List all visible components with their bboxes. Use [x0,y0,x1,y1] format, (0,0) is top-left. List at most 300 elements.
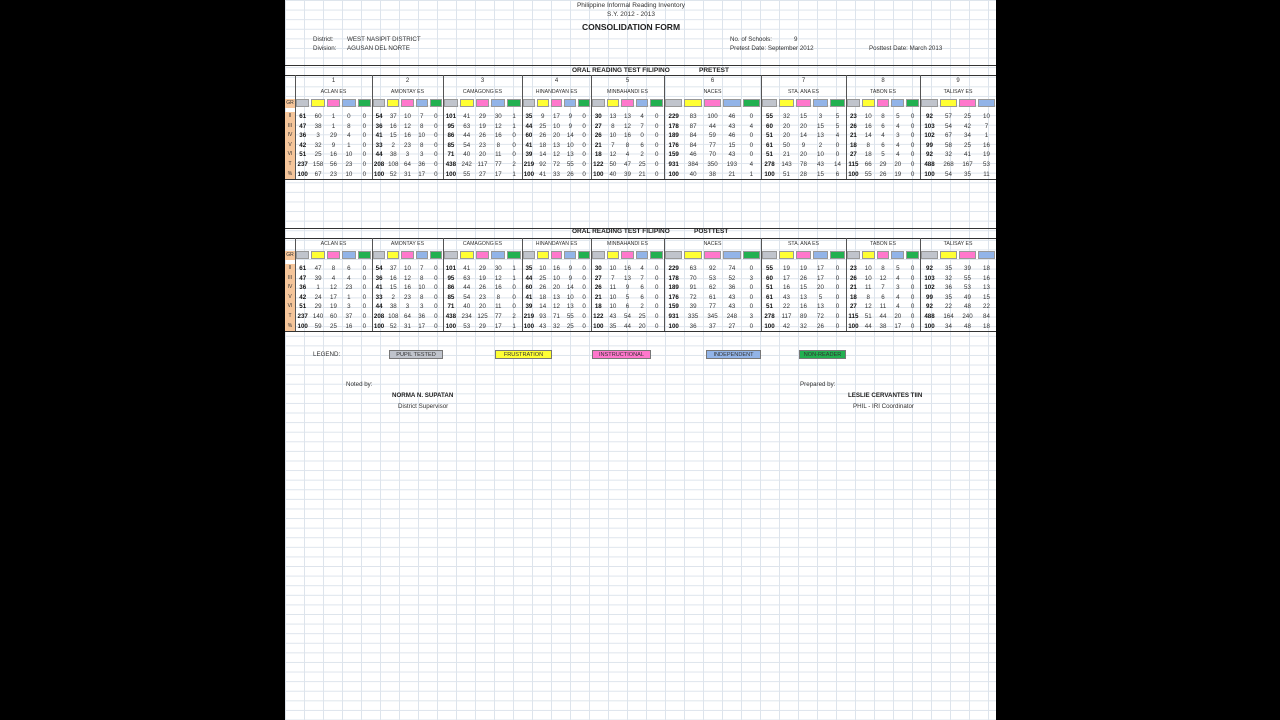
pretest-independent-swatch [813,99,828,107]
posttest-cell: 61 [709,293,716,301]
pretest-cell: 0 [362,122,367,130]
pretest-cell: 12 [404,122,411,130]
pretest-cell: 12 [609,151,617,159]
pretest-cell: 33 [375,141,383,149]
posttest-frustration-swatch [460,251,474,259]
pretest-cell: 4 [896,122,900,130]
pretest-cell: 0 [835,151,840,159]
pretest-cell: 12 [494,122,502,130]
pretest-cell: 83 [689,113,697,120]
division-value: AGUSAN DEL NORTE [347,45,410,52]
posttest-frustration-swatch [940,251,957,259]
pretest-cell: 0 [512,141,516,149]
pretest-cell: 0 [654,170,659,178]
posttest-cell: 248 [726,313,738,320]
pretest-cell: 18 [539,141,547,149]
posttest-cell: 0 [434,313,438,320]
posttest-cell: 14 [539,303,547,311]
pretest-cell: 55 [463,170,471,178]
posttest-cell: 18 [539,293,547,301]
pretest-frustration-swatch [607,99,620,107]
pretest-cell: 6 [640,141,644,149]
pretest-cell: 115 [848,161,859,168]
posttest-cell: 0 [362,284,367,292]
posttest-cell: 11 [879,303,887,311]
pretest-gr-header: GR [286,100,294,106]
posttest-cell: 61 [299,265,307,272]
posttest-grade-label: V [285,293,295,303]
pretest-cell: 70 [709,151,716,159]
posttest-cell: 44 [624,322,631,330]
posttest-cell: 0 [582,274,586,282]
pretest-cell: 43 [728,122,736,130]
pretest-cell: 35 [525,113,533,120]
pretest-cell: 25 [964,113,971,120]
posttest-cell: 35 [945,265,952,272]
posttest-cell: 23 [345,284,353,292]
posttest-school-name: AMONTAY ES [390,241,425,247]
posttest-instructional-swatch [704,251,721,259]
posttest-cell: 237 [297,313,308,320]
pretest-cell: 102 [924,132,935,140]
pretest-cell: 47 [299,122,307,130]
posttest-cell: 26 [817,322,824,330]
posttest-cell: 26 [594,284,602,292]
posttest-cell: 23 [849,265,857,272]
posttest-cell: 44 [879,313,887,320]
prepared-by-title: PHIL - IRI Coordinator [853,403,914,410]
pretest-cell: 60 [314,113,322,120]
posttest-cell: 19 [479,274,486,282]
pretest-cell: 0 [362,161,367,168]
posttest-cell: 47 [314,265,322,272]
posttest-grade-label: VI [285,302,295,312]
pretest-cell: 32 [314,141,322,149]
posttest-cell: 44 [525,274,533,282]
legend-independent: INDEPENDENT [706,350,761,359]
legend-instructional: INSTRUCTIONAL [592,350,651,359]
posttest-cell: 92 [926,265,933,272]
posttest-frustration-swatch [607,251,620,259]
pretest-cell: 51 [766,132,773,140]
pretest-cell: 25 [964,141,971,149]
pretest-grade-label: IV [285,131,295,141]
pretest-pupil-tested-swatch [665,99,682,107]
posttest-cell: 234 [461,313,472,320]
pretest-cell: 10 [864,113,872,120]
posttest-school-name: ACLAN ES [320,241,347,247]
division-label: Division: [313,45,337,52]
posttest-cell: 10 [553,274,560,282]
posttest-cell: 12 [879,274,887,282]
posttest-cell: 37 [709,322,716,330]
pretest-cell: 60 [525,132,533,140]
posttest-cell: 52 [728,274,736,282]
pretest-cell: 0 [910,113,915,120]
pretest-cell: 50 [609,161,617,168]
pretest-cell: 8 [881,113,885,120]
pretest-instructional-swatch [621,99,634,107]
pretest-independent-swatch [723,99,740,107]
posttest-cell: 0 [835,322,840,330]
posttest-cell: 36 [945,284,952,292]
pretest-cell: 47 [624,161,631,168]
pretest-cell: 4 [896,151,900,159]
posttest-header-rule [285,238,996,239]
pretest-cell: 17 [494,170,502,178]
posttest-cell: 6 [347,265,351,272]
pretest-cell: 0 [749,151,754,159]
pretest-cell: 0 [910,170,915,178]
posttest-cell: 92 [709,265,716,272]
posttest-cell: 0 [362,313,367,320]
posttest-cell: 7 [611,274,615,282]
posttest-cell: 0 [362,274,367,282]
pretest-cell: 0 [582,132,586,140]
posttest-cell: 53 [709,274,716,282]
pretest-cell: 0 [582,113,586,120]
posttest-cell: 8 [331,265,336,272]
posttest-independent-swatch [636,251,649,259]
posttest-cell: 125 [477,313,488,320]
pretest-grade-label: VI [285,150,295,160]
pretest-non-reader-swatch [358,99,371,107]
posttest-cell: 18 [983,265,990,272]
pretest-frustration-swatch [387,99,399,107]
pretest-cell: 25 [314,151,322,159]
pretest-cell: 9 [331,141,336,149]
posttest-school-name: MINBAHANDI ES [607,241,648,247]
pretest-cell: 0 [654,161,659,168]
noted-by-label: Noted by: [346,381,373,388]
pretest-cell: 178 [668,122,679,130]
posttest-cell: 5 [625,293,630,301]
posttest-cell: 1 [512,265,516,272]
posttest-cell: 0 [654,293,659,301]
pretest-cell: 99 [926,141,933,149]
pretest-cell: 0 [654,151,659,159]
pretest-cell: 17 [553,113,560,120]
pretest-cell: 4 [749,122,754,130]
posttest-cell: 6 [640,293,644,301]
pretest-cell: 0 [347,113,351,120]
noted-by-name: NORMA N. SUPATAN [392,392,454,399]
pretest-cell: 19 [894,170,902,178]
pretest-cell: 60 [766,122,773,130]
posttest-cell: 11 [864,284,872,292]
pretest-school-number: 4 [554,78,559,84]
posttest-cell: 0 [512,293,516,301]
posttest-instructional-swatch [476,251,490,259]
posttest-cell: 16 [345,322,353,330]
pretest-cell: 3 [405,151,410,159]
posttest-cell: 103 [924,274,935,282]
pretest-cell: 27 [849,151,857,159]
posttest-cell: 22 [783,303,790,311]
pretest-pupil-tested-swatch [373,99,385,107]
schools-count-value: 9 [794,36,798,43]
pretest-school-number: 5 [625,78,630,84]
posttest-cell: 29 [314,303,322,311]
pretest-cell: 46 [728,113,736,120]
posttest-cell: 2 [640,303,644,311]
page-title: CONSOLIDATION FORM [581,22,681,32]
posttest-cell: 14 [566,284,574,292]
pretest-cell: 23 [404,141,411,149]
pretest-bottom-rule [285,179,996,180]
pretest-cell: 92 [926,113,933,120]
posttest-cell: 53 [964,284,971,292]
posttest-cell: 71 [553,313,560,320]
posttest-cell: 10 [404,265,411,272]
pretest-cell: 100 [764,170,775,178]
pretest-cell: 44 [375,151,383,159]
posttest-cell: 0 [749,293,754,301]
posttest-cell: 43 [609,313,617,320]
pretest-school-number: 7 [801,78,806,84]
posttest-independent-swatch [891,251,904,259]
posttest-non-reader-swatch [578,251,590,259]
pretest-cell: 0 [910,132,915,140]
posttest-school-name: TALISAY ES [943,241,973,247]
posttest-cell: 164 [943,313,954,320]
pretest-cell: 40 [609,170,617,178]
posttest-cell: 52 [389,322,397,330]
posttest-cell: 0 [582,303,586,311]
pretest-pupil-tested-swatch [296,99,309,107]
pretest-independent-swatch [636,99,649,107]
pretest-cell: 87 [689,122,697,130]
posttest-cell: 10 [609,293,617,301]
pretest-school-number: 3 [480,78,485,84]
posttest-cell: 51 [864,313,872,320]
posttest-cell: 229 [668,265,679,272]
posttest-cell: 9 [625,284,630,292]
posttest-cell: 0 [582,313,586,320]
pretest-frustration-swatch [940,99,957,107]
pretest-cell: 229 [668,113,679,120]
posttest-cell: 100 [445,322,457,330]
pretest-cell: 3 [419,151,424,159]
posttest-grade-label: IV [285,283,295,293]
posttest-cell: 16 [404,284,411,292]
posttest-cell: 36 [689,322,697,330]
posttest-cell: 219 [523,313,535,320]
posttest-cell: 29 [479,322,486,330]
posttest-cell: 8 [419,274,424,282]
posttest-cell: 44 [463,284,471,292]
pretest-cell: 28 [800,170,807,178]
posttest-cell: 36 [728,284,736,292]
pretest-pupil-tested-swatch [444,99,458,107]
posttest-cell: 0 [434,303,438,311]
posttest-cell: 41 [375,284,383,292]
pretest-cell: 0 [582,151,586,159]
posttest-cell: 3 [896,284,900,292]
pretest-cell: 100 [523,170,535,178]
posttest-instructional-swatch [877,251,890,259]
posttest-cell: 20 [817,284,824,292]
posttest-cell: 93 [539,313,547,320]
posttest-cell: 12 [404,274,411,282]
posttest-cell: 0 [835,293,840,301]
school-year: S.Y. 2012 - 2013 [607,11,655,18]
posttest-cell: 18 [849,293,857,301]
posttest-cell: 17 [494,322,502,330]
posttest-cell: 25 [330,322,337,330]
pretest-independent-swatch [416,99,428,107]
pretest-cell: 84 [689,132,697,140]
posttest-cell: 31 [404,322,411,330]
posttest-cell: 4 [896,303,900,311]
posttest-cell: 4 [640,265,644,272]
posttest-cell: 5 [896,265,900,272]
posttest-subtitle: POSTTEST [694,228,729,235]
pretest-cell: 0 [434,170,438,178]
posttest-pupil-tested-swatch [523,251,535,259]
posttest-cell: 0 [749,303,754,311]
posttest-cell: 4 [896,293,900,301]
pretest-cell: 51 [766,151,773,159]
pretest-cell: 1 [331,113,336,120]
posttest-cell: 19 [800,265,807,272]
pretest-cell: 0 [434,132,438,140]
posttest-cell: 30 [494,265,502,272]
pretest-cell: 85 [447,141,455,149]
posttest-cell: 8 [866,293,870,301]
pretest-cell: 4 [881,132,885,140]
posttest-cell: 48 [964,303,971,311]
pretest-independent-swatch [978,99,995,107]
posttest-school-name: HINANDAYAN ES [535,241,578,247]
posttest-non-reader-swatch [650,251,663,259]
pretest-cell: 122 [593,161,604,168]
posttest-cell: 60 [766,274,773,282]
posttest-cell: 72 [817,313,824,320]
pretest-cell: 1 [331,122,336,130]
posttest-independent-swatch [564,251,576,259]
pretest-cell: 350 [707,161,718,168]
posttest-cell: 54 [463,293,471,301]
pretest-grade-label: III [285,122,295,132]
posttest-cell: 0 [362,303,367,311]
posttest-cell: 100 [848,322,859,330]
posttest-cell: 86 [447,284,455,292]
posttest-school-name: TABON ES [870,241,896,247]
district-label: District: [313,36,334,43]
pretest-non-reader-swatch [650,99,663,107]
posttest-cell: 13 [566,303,574,311]
pretest-cell: 143 [781,161,792,168]
pretest-cell: 19 [479,122,486,130]
pretest-instructional-swatch [476,99,490,107]
posttest-cell: 1 [347,293,351,301]
posttest-cell: 55 [766,265,773,272]
posttest-cell: 32 [800,322,807,330]
pretest-cell: 159 [668,151,679,159]
posttest-cell: 18 [983,322,990,330]
pretest-cell: 1 [512,113,516,120]
pretest-cell: 23 [849,113,857,120]
pretest-cell: 40 [463,151,471,159]
pretest-instructional-swatch [877,99,890,107]
posttest-cell: 63 [463,274,471,282]
posttest-cell: 0 [835,274,840,282]
posttest-pupil-tested-swatch [762,251,777,259]
posttest-cell: 51 [766,303,773,311]
pretest-cell: 0 [512,132,516,140]
pretest-cell: 46 [728,132,736,140]
pretest-cell: 15 [389,132,397,140]
posttest-cell: 36 [375,274,383,282]
pretest-non-reader-swatch [906,99,919,107]
pretest-cell: 4 [640,113,644,120]
pretest-title: ORAL READING TEST FILIPINO [572,67,670,74]
posttest-cell: 54 [375,265,383,272]
legend-non-reader: NON-READER [799,350,846,359]
pretest-cell: 208 [373,161,385,168]
posttest-cell: 70 [689,274,697,282]
pretest-cell: 20 [783,122,790,130]
pretest-school-name: MINBAHANDI ES [607,89,648,95]
posttest-cell: 10 [609,265,617,272]
posttest-cell: 19 [783,265,790,272]
pretest-school-name: ACLAN ES [320,89,347,95]
posttest-cell: 27 [594,274,602,282]
pretest-cell: 52 [389,170,397,178]
pretest-cell: 0 [362,151,367,159]
pretest-pupil-tested-swatch [592,99,605,107]
pretest-frustration-swatch [862,99,875,107]
posttest-cell: 63 [689,265,697,272]
pretest-cell: 55 [566,161,574,168]
pretest-cell: 931 [668,161,679,168]
pretest-non-reader-swatch [743,99,760,107]
posttest-cell: 176 [668,293,679,301]
pretest-cell: 29 [879,161,887,168]
posttest-independent-swatch [813,251,828,259]
pretest-cell: 18 [594,151,602,159]
posttest-cell: 39 [689,303,697,311]
posttest-cell: 0 [362,265,367,272]
posttest-cell: 36 [299,284,307,292]
pretest-cell: 0 [654,141,659,149]
posttest-cell: 0 [835,284,840,292]
pretest-cell: 57 [945,113,952,120]
posttest-cell: 7 [881,284,885,292]
pretest-cell: 13 [609,113,617,120]
pretest-cell: 100 [707,113,718,120]
pretest-non-reader-swatch [430,99,442,107]
pretest-cell: 16 [983,141,990,149]
posttest-cell: 20 [638,322,646,330]
posttest-cell: 39 [314,274,322,282]
posttest-grade-label: T [285,312,295,322]
pretest-cell: 92 [926,151,933,159]
pretest-cell: 0 [910,141,915,149]
posttest-cell: 13 [983,284,990,292]
pretest-cell: 14 [834,161,841,168]
posttest-cell: 44 [864,322,872,330]
posttest-cell: 19 [330,303,337,311]
pretest-cell: 6 [835,170,840,178]
pretest-cell: 29 [479,113,486,120]
pretest-cell: 50 [783,141,790,149]
prepared-by-label: Prepared by: [800,381,836,388]
pretest-cell: 12 [624,122,631,130]
posttest-cell: 43 [783,293,790,301]
posttest-cell: 4 [896,274,900,282]
